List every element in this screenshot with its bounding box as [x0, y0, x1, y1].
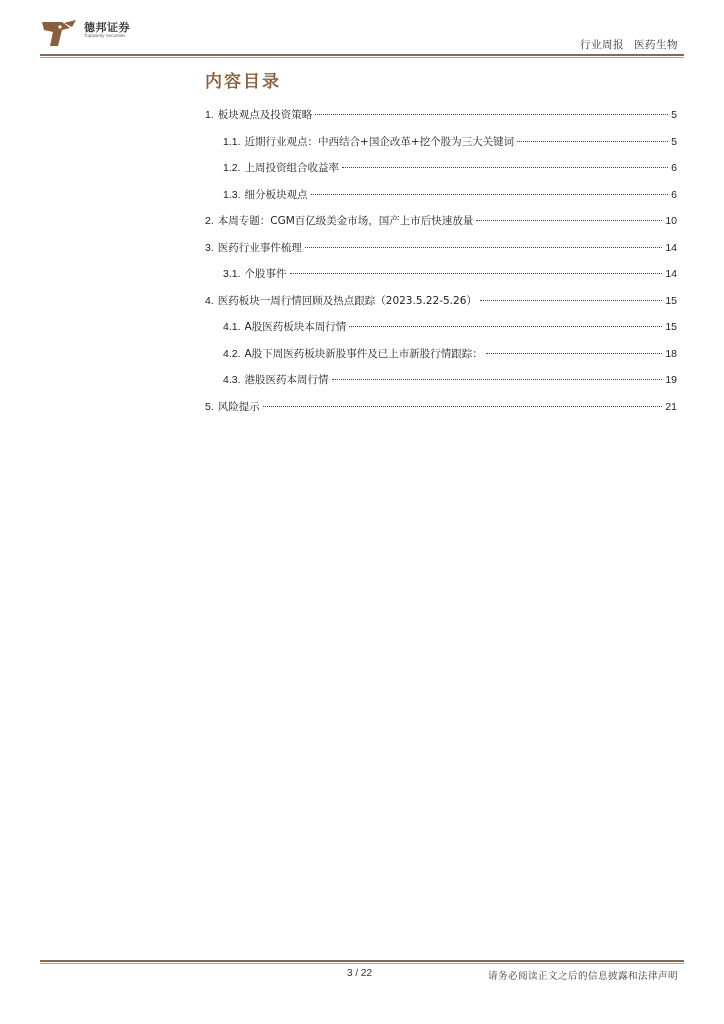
page-number: 3 / 22: [347, 968, 373, 979]
brand-name-en: Topsperity Securities: [84, 33, 126, 38]
toc-entry-text: 板块观点及投资策略: [217, 109, 313, 121]
footer-divider: [40, 960, 684, 962]
logo-mark-icon: [40, 18, 80, 48]
toc-leader-dots: [480, 300, 662, 301]
company-logo: [40, 18, 80, 48]
toc-leader-dots: [349, 326, 662, 327]
toc-entry[interactable]: [205, 266, 677, 293]
toc-leader-dots: [305, 247, 663, 248]
toc-entry-text: 近期行业观点：中西结合+国企改革+挖个股为三大关键词: [244, 135, 515, 148]
toc-leader-dots: [476, 220, 662, 221]
toc-entry-label: [205, 293, 477, 308]
toc-entry[interactable]: [205, 293, 677, 320]
toc-entry-label: [205, 213, 473, 228]
toc-leader-dots: [311, 194, 669, 195]
toc-entry-label: [223, 160, 339, 175]
toc-entry[interactable]: [205, 319, 677, 346]
header-divider-thin: [40, 57, 684, 58]
toc-entry-label: [223, 134, 514, 149]
toc-entry-page: 6: [671, 188, 677, 201]
toc-entry-text: 风险提示: [217, 400, 260, 413]
toc-entry[interactable]: [205, 134, 677, 161]
toc-entry-number: 2.: [205, 215, 214, 227]
toc-leader-dots: [332, 379, 663, 380]
toc-leader-dots: [290, 273, 663, 274]
toc-entry-page: 19: [665, 374, 677, 386]
report-type: 行业周报: [580, 39, 624, 51]
toc-entry-text: 细分板块观点: [244, 188, 308, 201]
toc-entry[interactable]: [205, 187, 677, 214]
table-of-contents: [205, 107, 677, 425]
toc-leader-dots: [486, 353, 663, 354]
toc-leader-dots: [263, 406, 663, 407]
toc-entry-number: 4.2.: [223, 347, 241, 360]
toc-entry[interactable]: [205, 372, 677, 399]
toc-entry-text: A股下周医药板块新股事件及已上市新股行情跟踪：: [244, 347, 483, 360]
header-divider: [40, 54, 684, 56]
toc-entry[interactable]: [205, 346, 677, 373]
toc-entry-number: 4.: [205, 294, 214, 307]
toc-entry-page: 15: [665, 321, 677, 333]
toc-entry-number: 1.3.: [223, 188, 241, 201]
toc-entry-label: [223, 266, 287, 281]
toc-entry-text: 个股事件: [244, 268, 287, 280]
toc-entry-page: 15: [665, 294, 677, 307]
toc-entry-page: 14: [665, 241, 677, 254]
toc-entry-number: 4.1.: [223, 321, 241, 333]
toc-entry-label: [223, 319, 346, 334]
toc-entry-page: 5: [671, 135, 677, 148]
footer-divider-thin: [40, 963, 684, 964]
toc-entry-text: 医药板块一周行情回顾及热点跟踪（2023.5.22-5.26）: [217, 294, 477, 307]
toc-entry[interactable]: [205, 213, 677, 240]
toc-entry-text: 上周投资组合收益率: [244, 162, 340, 174]
toc-entry-text: 港股医药本周行情: [244, 374, 329, 386]
toc-entry[interactable]: [205, 399, 677, 426]
toc-entry-number: 4.3.: [223, 374, 241, 386]
toc-entry[interactable]: [205, 107, 677, 134]
toc-entry-number: 3.1.: [223, 268, 241, 280]
toc-leader-dots: [517, 141, 668, 142]
toc-entry[interactable]: [205, 240, 677, 267]
toc-entry-label: [205, 107, 312, 122]
report-category: [580, 37, 678, 52]
toc-entry[interactable]: [205, 160, 677, 187]
toc-entry-page: 21: [665, 400, 677, 413]
toc-entry-number: 1.1.: [223, 135, 241, 148]
toc-leader-dots: [315, 114, 668, 115]
brand-name-cn: 德邦证券: [84, 21, 130, 34]
toc-title: 内容目录: [205, 72, 281, 92]
toc-entry-text: 医药行业事件梳理: [217, 241, 302, 254]
toc-entry-label: [223, 372, 329, 387]
toc-entry-text: A股医药板块本周行情: [244, 321, 347, 333]
report-sector: 医药生物: [634, 39, 678, 51]
toc-entry-label: [223, 346, 483, 361]
toc-entry-page: 10: [665, 215, 677, 227]
toc-entry-page: 18: [665, 347, 677, 360]
toc-entry-label: [205, 399, 260, 414]
toc-leader-dots: [342, 167, 668, 168]
toc-entry-number: 3.: [205, 241, 214, 254]
toc-entry-page: 14: [665, 268, 677, 280]
toc-entry-number: 1.: [205, 109, 214, 121]
toc-entry-number: 1.2.: [223, 162, 241, 174]
toc-entry-page: 6: [671, 162, 677, 174]
toc-entry-page: 5: [671, 109, 677, 121]
toc-entry-text: 本周专题：CGM百亿级美金市场，国产上市后快速放量: [217, 215, 474, 227]
toc-entry-label: [205, 240, 302, 255]
legal-disclaimer: 请务必阅读正文之后的信息披露和法律声明: [487, 971, 678, 982]
toc-entry-label: [223, 187, 308, 202]
toc-entry-number: 5.: [205, 400, 214, 413]
